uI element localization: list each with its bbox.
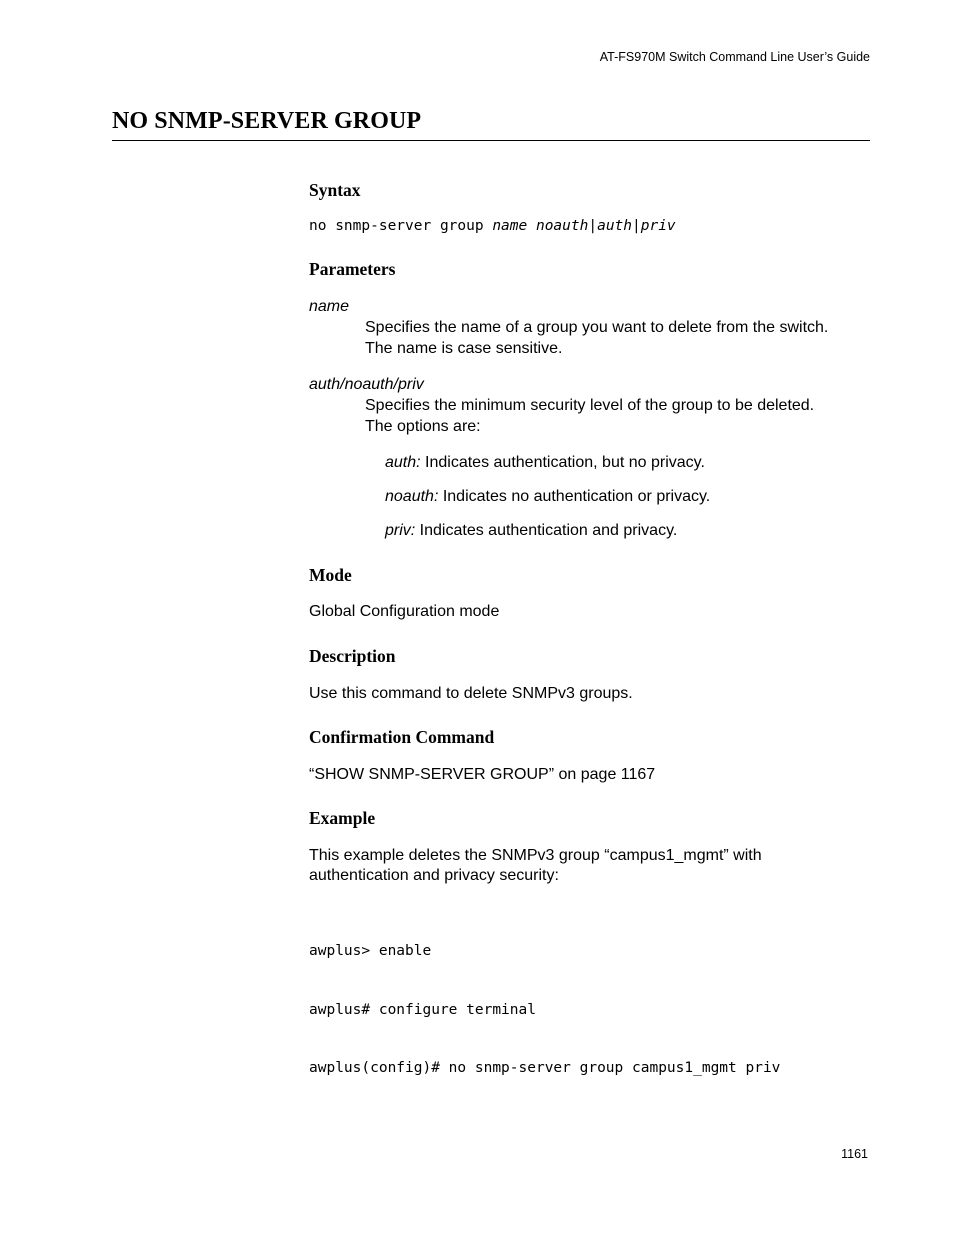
option-term: auth: — [385, 454, 421, 471]
example-heading: Example — [309, 808, 376, 828]
option-auth — [385, 454, 705, 472]
option-term: priv: — [385, 522, 416, 539]
option-text: Indicates authentication and privacy. — [415, 522, 678, 539]
param-name-description — [365, 317, 828, 359]
option-text: Indicates no authentication or privacy. — [438, 488, 711, 505]
option-term: noauth: — [385, 488, 439, 505]
confirmation-heading: Confirmation Command — [309, 727, 495, 747]
example-text — [309, 846, 762, 886]
param-name-desc-line1: Specifies the name of a group you want to delete from the switch. — [365, 319, 829, 336]
confirmation-link[interactable]: “SHOW SNMP-SERVER GROUP” on page 1167 — [309, 766, 656, 783]
option-text: Indicates authentication, but no privacy. — [420, 454, 705, 471]
param-auth-desc-line2: The options are: — [365, 418, 481, 435]
example-text-line1: This example deletes the SNMPv3 group “campus1_mgmt” with — [309, 847, 762, 864]
param-name-desc-line2: The name is case sensitive. — [365, 340, 563, 357]
mode-text: Global Configuration mode — [309, 603, 500, 620]
code-line: awplus# configure terminal — [309, 1001, 536, 1018]
description-text: Use this command to delete SNMPv3 groups. — [309, 685, 633, 702]
page-title: NO SNMP-SERVER GROUP — [112, 108, 422, 134]
description-heading: Description — [309, 646, 396, 666]
param-auth-name: auth/noauth/priv — [309, 376, 424, 393]
parameters-heading: Parameters — [309, 259, 396, 279]
page-number: 1161 — [841, 1147, 868, 1161]
example-code-block — [309, 903, 780, 1098]
param-auth-description — [365, 395, 814, 437]
option-noauth — [385, 488, 710, 506]
mode-heading: Mode — [309, 565, 352, 585]
syntax-command-text: no snmp-server group — [309, 218, 493, 234]
code-line: awplus(config)# no snmp-server group campus1_mgmt priv — [309, 1060, 781, 1076]
syntax-args: name noauth|auth|priv — [492, 218, 676, 234]
option-priv — [385, 522, 677, 540]
param-auth-desc-line1: Specifies the minimum security level of the group to be deleted. — [365, 397, 815, 414]
param-name-name: name — [309, 298, 350, 315]
code-line: awplus> enable — [309, 943, 432, 959]
running-header: AT-FS970M Switch Command Line User’s Guide — [599, 50, 870, 64]
syntax-command — [309, 217, 676, 237]
title-rule — [112, 140, 870, 141]
example-text-line2: authentication and privacy security: — [309, 867, 559, 884]
syntax-heading: Syntax — [309, 180, 361, 200]
